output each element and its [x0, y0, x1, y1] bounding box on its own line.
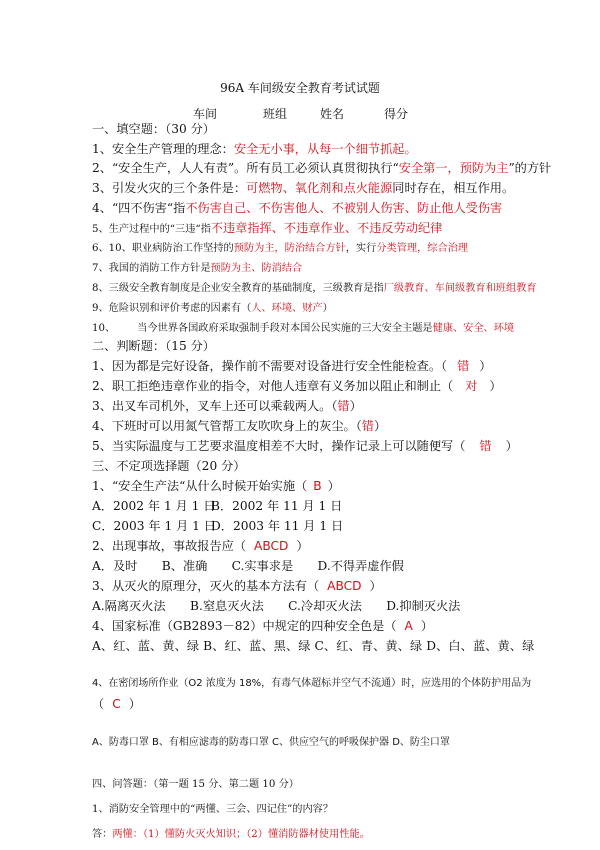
- question-mc-1-options-cd: C．2003 年 1 月 1 日 D．2003 年 11 月 1 日: [92, 519, 344, 533]
- question-tf-2: 2、职工拒绝违章作业的指令，对他人违章有义务加以阻止和制止（ 对 ）: [92, 379, 502, 393]
- answer: 人、环境、财产: [251, 303, 323, 314]
- answer: 预防为主，防治结合方针: [233, 243, 346, 254]
- question-tf-3: 3、出叉车司机外，叉车上还可以乘载两人。（错）: [92, 399, 362, 413]
- answer: ABCD: [254, 539, 289, 553]
- question-mc-2-options: A．及时 B、准确 C.实事求是 D.不得弄虚作假: [92, 559, 404, 573]
- question-mc-3-options: A.隔离灭火法 B.窒息灭火法 C.冷却灭火法 D.抑制灭火法: [92, 599, 461, 613]
- question-mc-1-options-ab: A．2002 年 1 月 1 日 B．2002 年 11 月 1 日: [92, 499, 343, 513]
- section-multiple-choice-heading: 三、不定项选择题（20 分）: [92, 459, 246, 473]
- answer: 安全无小事，从每一个细节抓起。: [233, 142, 417, 156]
- answer: A: [404, 619, 413, 633]
- question-fill-5: 5、生产过程中的“三违“指不违章指挥、不违章作业、不违反劳动纪律: [92, 221, 443, 235]
- answer: 可燃物、氧化剂和点火能源: [246, 181, 393, 195]
- answer: 两懂：（1）懂防火灭火知识；（2）懂消防器材使用性能。: [112, 829, 370, 840]
- question-mc-3: 3、从灭火的原理分，灭火的基本方法有（ ABCD ）: [92, 579, 382, 593]
- question-mc-4-options: A、红、蓝、黄、绿 B、红、蓝、黑、绿 C、红、青、黄、绿 D、白、蓝、黄、绿: [92, 639, 535, 653]
- question-mc-5-answer-line: （ C ）: [92, 697, 141, 711]
- answer: 错: [457, 359, 470, 373]
- exam-title: 96A 车间级安全教育考试试题: [220, 81, 380, 95]
- question-fill-10: 10、 当今世界各国政府采取强制手段对本国公民实施的三大安全主题是健康、安全、环境: [92, 323, 515, 334]
- question-fill-8: 8、三级安全教育制度是企业安全教育的基础制度，三级教育是指厂级教育、车间级教育和班组教育: [92, 283, 537, 294]
- answer: B: [313, 479, 322, 493]
- question-fill-9: 9、危险识别和评价考虑的因素有（人、环境、财产）: [92, 303, 333, 314]
- answer: C: [112, 697, 121, 711]
- question-fill-6: 6、10、职业病防治工作坚持的预防为主，防治结合方针，实行分类管理，综合治理: [92, 243, 469, 254]
- answer: 分类管理，综合治理: [376, 243, 469, 254]
- question-tf-4: 4、下班时可以用氮气管帮工友吹吹身上的灰尘。（错）: [92, 419, 387, 433]
- question-mc-5-options: A、防毒口罩 B、有相应滤毒的防毒口罩 C、供应空气的呼吸保护器 D、防尘口罩: [92, 737, 450, 748]
- question-mc-5: 4、在密闭场所作业（O2 浓度为 18%，有毒气体超标并空气不流通）时，应选用的个体防护用品为: [92, 678, 532, 689]
- answer: 错: [361, 419, 374, 433]
- section-true-false-heading: 二、判断题：（15 分）: [92, 339, 215, 353]
- question-fill-1: 1、安全生产管理的理念：安全无小事，从每一个细节抓起。: [92, 142, 417, 156]
- header-team: 班组: [263, 107, 288, 121]
- question-fill-2: 2、“安全生产，人人有责”。所有员工必须认真贯彻执行“安全第一，预防为主”的方针: [92, 161, 552, 175]
- question-mc-4: 4、国家标准（GB2893－82）中规定的四种安全色是（ A ）: [92, 619, 434, 633]
- answer: 预防为主、防消结合: [210, 263, 303, 274]
- header-name: 姓名: [320, 107, 345, 121]
- question-fill-3: 3、引发火灾的三个条件是：可燃物、氧化剂和点火能源同时存在，相互作用。: [92, 181, 515, 195]
- question-tf-1: 1、因为都是完好设备，操作前不需要对设备进行安全性能检查。（ 错 ）: [92, 359, 492, 373]
- answer: 对: [465, 379, 478, 393]
- answer: 厂级教育、车间级教育和班组教育: [383, 283, 537, 294]
- answer: ABCD: [327, 579, 362, 593]
- section-fill-in-heading: 一、填空题：（30 分）: [92, 122, 215, 136]
- question-qa-1: 1、消防安全管理中的“两懂、三会、四记住”的内容？: [92, 804, 334, 815]
- answer: 不违章指挥、不违章作业、不违反劳动纪律: [210, 221, 443, 235]
- answer: 错: [479, 439, 492, 453]
- question-mc-2: 2、出现事故，事故报告应（ ABCD ）: [92, 539, 309, 553]
- section-qa-heading: 四、问答题：（第一题 15 分、第二题 10 分）: [92, 779, 299, 790]
- header-score: 得分: [384, 107, 409, 121]
- question-fill-7: 7、我国的消防工作方针是预防为主、防消结合: [92, 263, 303, 274]
- question-tf-5: 5、当实际温度与工艺要求温度相差不大时，操作记录上可以随便写（ 错 ）: [92, 439, 518, 453]
- answer: 错: [337, 399, 350, 413]
- header-workshop: 车间: [193, 107, 218, 121]
- answer: 健康、安全、环境: [432, 323, 515, 334]
- answer: 不伤害自己、不伤害他人、不被别人伤害、防止他人受伤害: [185, 201, 503, 215]
- question-fill-4: 4、“四不伤害“指不伤害自己、不伤害他人、不被别人伤害、防止他人受伤害: [92, 201, 503, 215]
- answer: 安全第一，预防为主: [398, 161, 509, 175]
- answer-two-understandings: 答：两懂：（1）懂防火灭火知识；（2）懂消防器材使用性能。: [92, 829, 370, 840]
- question-mc-1: 1、“安全生产法“从什么时候开始实施（ B ）: [92, 479, 340, 493]
